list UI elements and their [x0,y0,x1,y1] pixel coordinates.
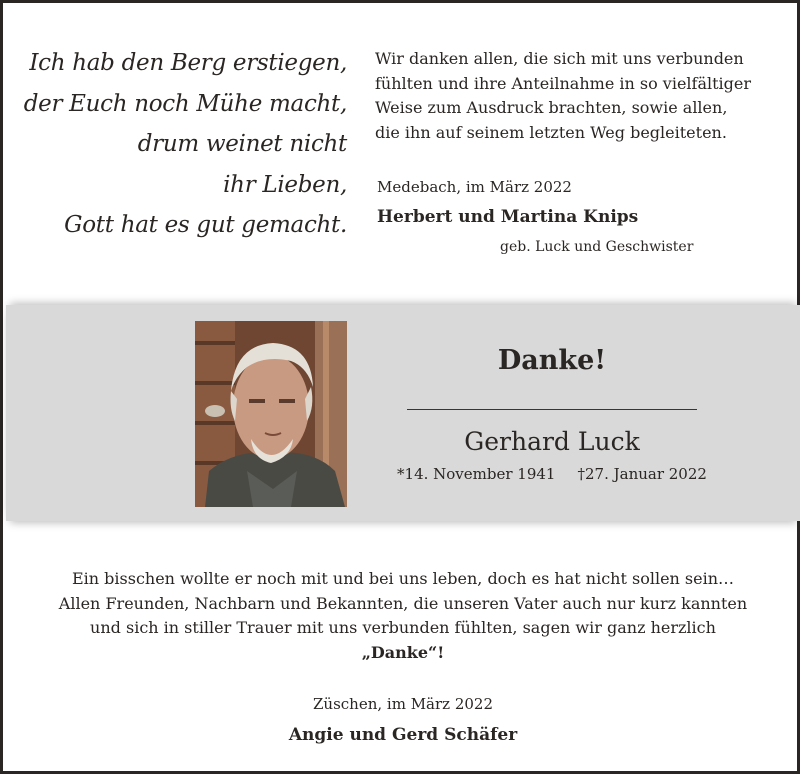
place-date-bottom: Züschen, im März 2022 [312,695,494,713]
portrait-photo [195,321,347,507]
poem [23,43,347,246]
birth-date: *14. November 1941 [397,465,556,483]
poem-line: Gott hat es gut gemacht. [64,212,347,238]
bottom-line: und sich in stiller Trauer mit uns verbunden fühlten, sagen wir ganz herzlich [90,618,716,637]
poem-line: der Euch noch Mühe macht, [23,90,347,117]
bottom-line: Allen Freunden, Nachbarn und Bekannten, die unseren Vater auch nur kurz kannten [58,593,748,613]
place-date-top: Medebach, im März 2022 [377,178,572,196]
thanks-line: Wir danken allen, die sich mit uns verbunden [375,49,744,68]
center-band [6,305,800,521]
thanks-line: die ihn auf seinem letzten Weg begleiteten. [375,122,727,142]
bottom-line: Ein bisschen wollte er noch mit und bei uns leben, doch es hat nicht sollen sein… [71,569,735,588]
danke-title: Danke! [497,345,607,376]
portrait-image [195,321,347,507]
deceased-name: Gerhard Luck [464,427,640,456]
death-date: †27. Januar 2022 [577,465,707,483]
signatories-top-sub: geb. Luck und Geschwister [500,239,694,255]
signatories-bottom: Angie und Gerd Schäfer [288,725,518,745]
poem-line: drum weinet nicht [137,131,347,157]
thanks-paragraph [375,47,785,145]
thanks-line: fühlten und ihre Anteilnahme in so vielfältiger [375,73,752,93]
bottom-paragraph [23,567,783,665]
bottom-danke: „Danke“! [361,642,445,662]
life-dates [383,465,721,483]
title-divider [407,409,697,410]
thanks-line: Weise zum Ausdruck brachten, sowie allen, [375,98,728,117]
poem-line: Ich hab den Berg erstiegen, [29,50,347,76]
signatories-top: Herbert und Martina Knips [377,207,639,227]
poem-line: ihr Lieben, [223,171,347,198]
